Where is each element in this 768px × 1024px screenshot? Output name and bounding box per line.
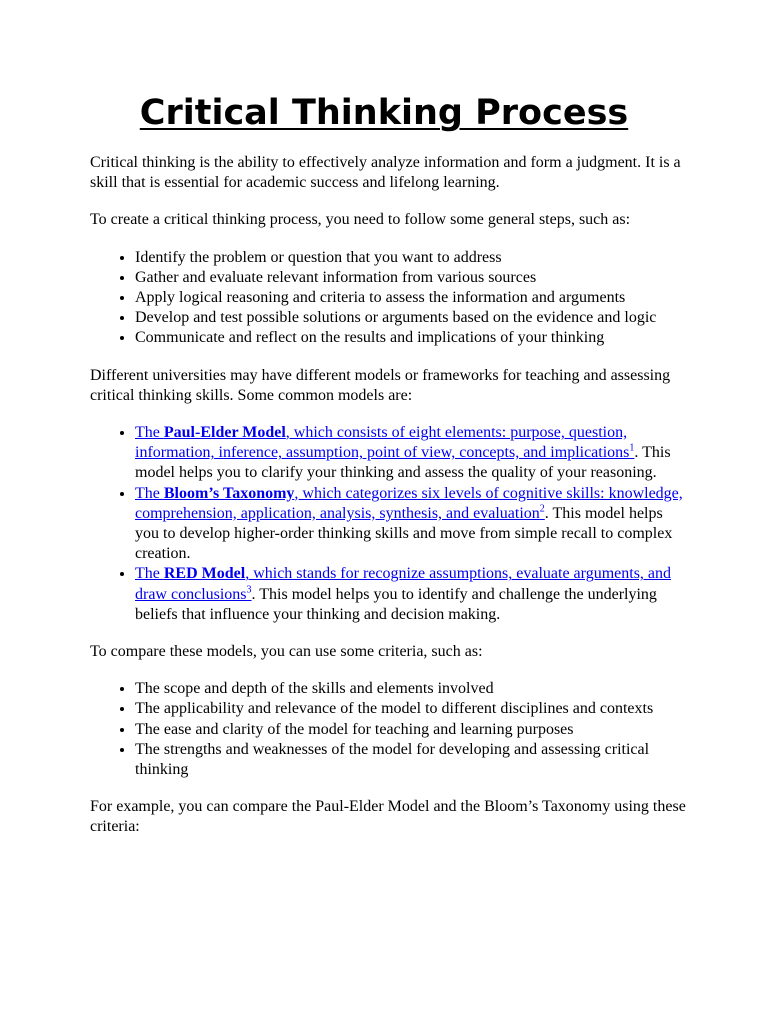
criteria-list-item: • The strengths and weaknesses of the model for developing and assessing critical thinking — [135, 740, 690, 780]
document-body — [90, 153, 690, 855]
steps-intro-paragraph: To create a critical thinking process, you need to follow some general steps, such as: — [90, 211, 631, 229]
model-item-red-model — [135, 564, 690, 625]
model-item-paul-elder — [135, 423, 690, 484]
criteria-list-item: • The applicability and relevance of the model to different disciplines and contexts — [135, 699, 690, 719]
model-rest-text: . This model helps you to clarify your thinking and assess the quality of your reasoning. — [135, 444, 671, 482]
model-description: , which categorizes six levels of cognitive skills: knowledge, comprehension, application, analysis, synthesis, and evaluation — [135, 484, 683, 522]
criteria-list — [90, 679, 690, 780]
footnote-ref: 3 — [246, 584, 252, 596]
model-rest-text: . This model helps you to develop higher-order thinking skills and move from simple recall to complex creation. — [135, 504, 673, 563]
steps-list-item: • Gather and evaluate relevant information from various sources — [135, 268, 690, 288]
example-paragraph: For example, you can compare the Paul-Elder Model and the Bloom’s Taxonomy using these criteria: — [90, 798, 686, 836]
model-description: , which consists of eight elements: purpose, question, information, inference, assumption, point of view, concepts, and implications — [135, 424, 630, 462]
model-name: RED Model — [163, 565, 246, 583]
intro-paragraph: Critical thinking is the ability to effectively analyze information and form a judgment. It is a skill that is essential for academic success and lifelong learning. — [90, 154, 681, 192]
model-name: Paul-Elder Model — [163, 424, 286, 442]
model-description: , which stands for recognize assumptions, evaluate arguments, and draw conclusions — [135, 565, 672, 603]
model-item-blooms-taxonomy — [135, 484, 690, 565]
link-prefix: The — [135, 484, 164, 502]
model-rest-text: . This model helps you to identify and challenge the underlying beliefs that influence your thinking and decision making. — [135, 585, 657, 623]
steps-list-item: • Apply logical reasoning and criteria to assess the information and arguments — [135, 288, 690, 308]
steps-list-item: • Identify the problem or question that you want to address — [135, 248, 690, 268]
criteria-list-item: • The scope and depth of the skills and elements involved — [135, 679, 690, 699]
steps-list-item: • Develop and test possible solutions or arguments based on the evidence and logic — [135, 308, 690, 328]
page-title: Critical Thinking Process — [139, 93, 629, 133]
criteria-intro-paragraph: To compare these models, you can use some criteria, such as: — [90, 643, 483, 661]
footnote-ref: 1 — [629, 442, 635, 454]
criteria-list-item: • The ease and clarity of the model for teaching and learning purposes — [135, 720, 690, 740]
link-prefix: The — [135, 565, 164, 583]
models-list — [90, 423, 690, 625]
link-prefix: The — [135, 424, 164, 442]
models-intro-paragraph: Different universities may have different models or frameworks for teaching and assessing critical thinking skills. Some common models are: — [90, 366, 671, 404]
steps-list — [90, 248, 690, 349]
paul-elder-model-link[interactable] — [135, 424, 634, 461]
model-name: Bloom’s Taxonomy — [163, 484, 295, 502]
footnote-ref: 2 — [539, 503, 545, 515]
steps-list-item: • Communicate and reflect on the results and implications of your thinking — [135, 328, 690, 348]
